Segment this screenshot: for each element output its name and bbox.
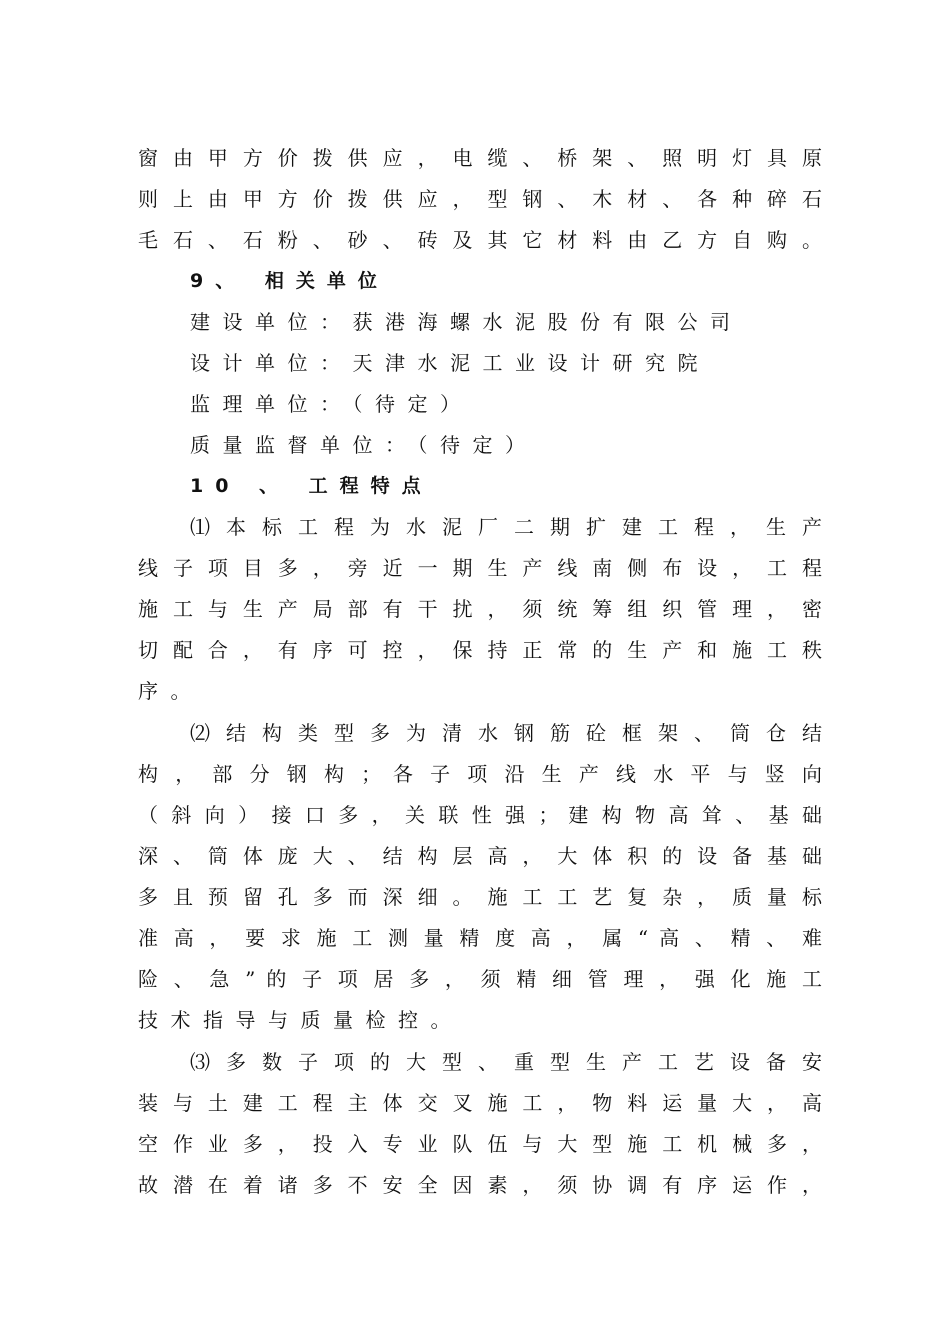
paragraph-first-line: ⑵ 结 构 类 型 多 为 清 水 钢 筋 砼 框 架 、 筒 仓 结 (190, 721, 822, 745)
text-line: 装 与 土 建 工 程 主 体 交 叉 施 工 ， 物 料 运 量 大 ， 高 (138, 1091, 822, 1115)
text-line: 技术指导与质量检控。 (138, 1008, 463, 1032)
text-line: 构 ， 部 分 钢 构 ； 各 子 项 沿 生 产 线 水 平 与 竖 向 (138, 762, 822, 786)
text-line: 建设单位：获港海螺水泥股份有限公司 (190, 310, 743, 334)
text-line: 线 子 项 目 多 ， 旁 近 一 期 生 产 线 南 侧 布 设 ， 工 程 (138, 556, 822, 580)
text-line: 故 潜 在 着 诸 多 不 安 全 因 素 ， 须 协 调 有 序 运 作 ， (138, 1173, 822, 1197)
section-heading: 9、 相关单位 (190, 270, 389, 292)
paragraph-first-line: ⑶ 多 数 子 项 的 大 型 、 重 型 生 产 工 艺 设 备 安 (190, 1050, 822, 1074)
text-line: 险 、 急 ” 的 子 项 居 多 ， 须 精 细 管 理 ， 强 化 施 工 (138, 967, 822, 991)
text-line: 准 高 ， 要 求 施 工 测 量 精 度 高 ， 属 “ 高 、 精 、 难 (138, 926, 822, 950)
text-line: （ 斜 向 ） 接 口 多 ， 关 联 性 强 ； 建 构 物 高 耸 、 基 础 (138, 803, 822, 827)
text-line: 毛 石 、 石 粉 、 砂 、 砖 及 其 它 材 料 由 乙 方 自 购 。 (138, 228, 822, 252)
text-line: 空 作 业 多 ， 投 入 专 业 队 伍 与 大 型 施 工 机 械 多 ， (138, 1132, 822, 1156)
text-line: 多 且 预 留 孔 多 而 深 细 。 施 工 工 艺 复 杂 ， 质 量 标 (138, 885, 822, 909)
text-line: 序。 (138, 679, 203, 703)
text-line: 深 、 筒 体 庞 大 、 结 构 层 高 ， 大 体 积 的 设 备 基 础 (138, 844, 822, 868)
section-heading: 10 、 工程特点 (190, 475, 433, 497)
text-line: 则 上 由 甲 方 价 拨 供 应 ， 型 钢 、 木 材 、 各 种 碎 石 (138, 187, 822, 211)
text-line: 切 配 合 ， 有 序 可 控 ， 保 持 正 常 的 生 产 和 施 工 秩 (138, 638, 822, 662)
text-line: 窗 由 甲 方 价 拨 供 应 ， 电 缆 、 桥 架 、 照 明 灯 具 原 (138, 146, 822, 170)
paragraph-first-line: ⑴ 本 标 工 程 为 水 泥 厂 二 期 扩 建 工 程 ， 生 产 (190, 515, 822, 539)
text-line: 设计单位：天津水泥工业设计研究院 (190, 351, 710, 375)
text-line: 施 工 与 生 产 局 部 有 干 扰 ， 须 统 筹 组 织 管 理 ， 密 (138, 597, 822, 621)
text-line: 监理单位：（待定） (190, 392, 473, 416)
text-line: 质量监督单位：（待定） (190, 433, 538, 457)
